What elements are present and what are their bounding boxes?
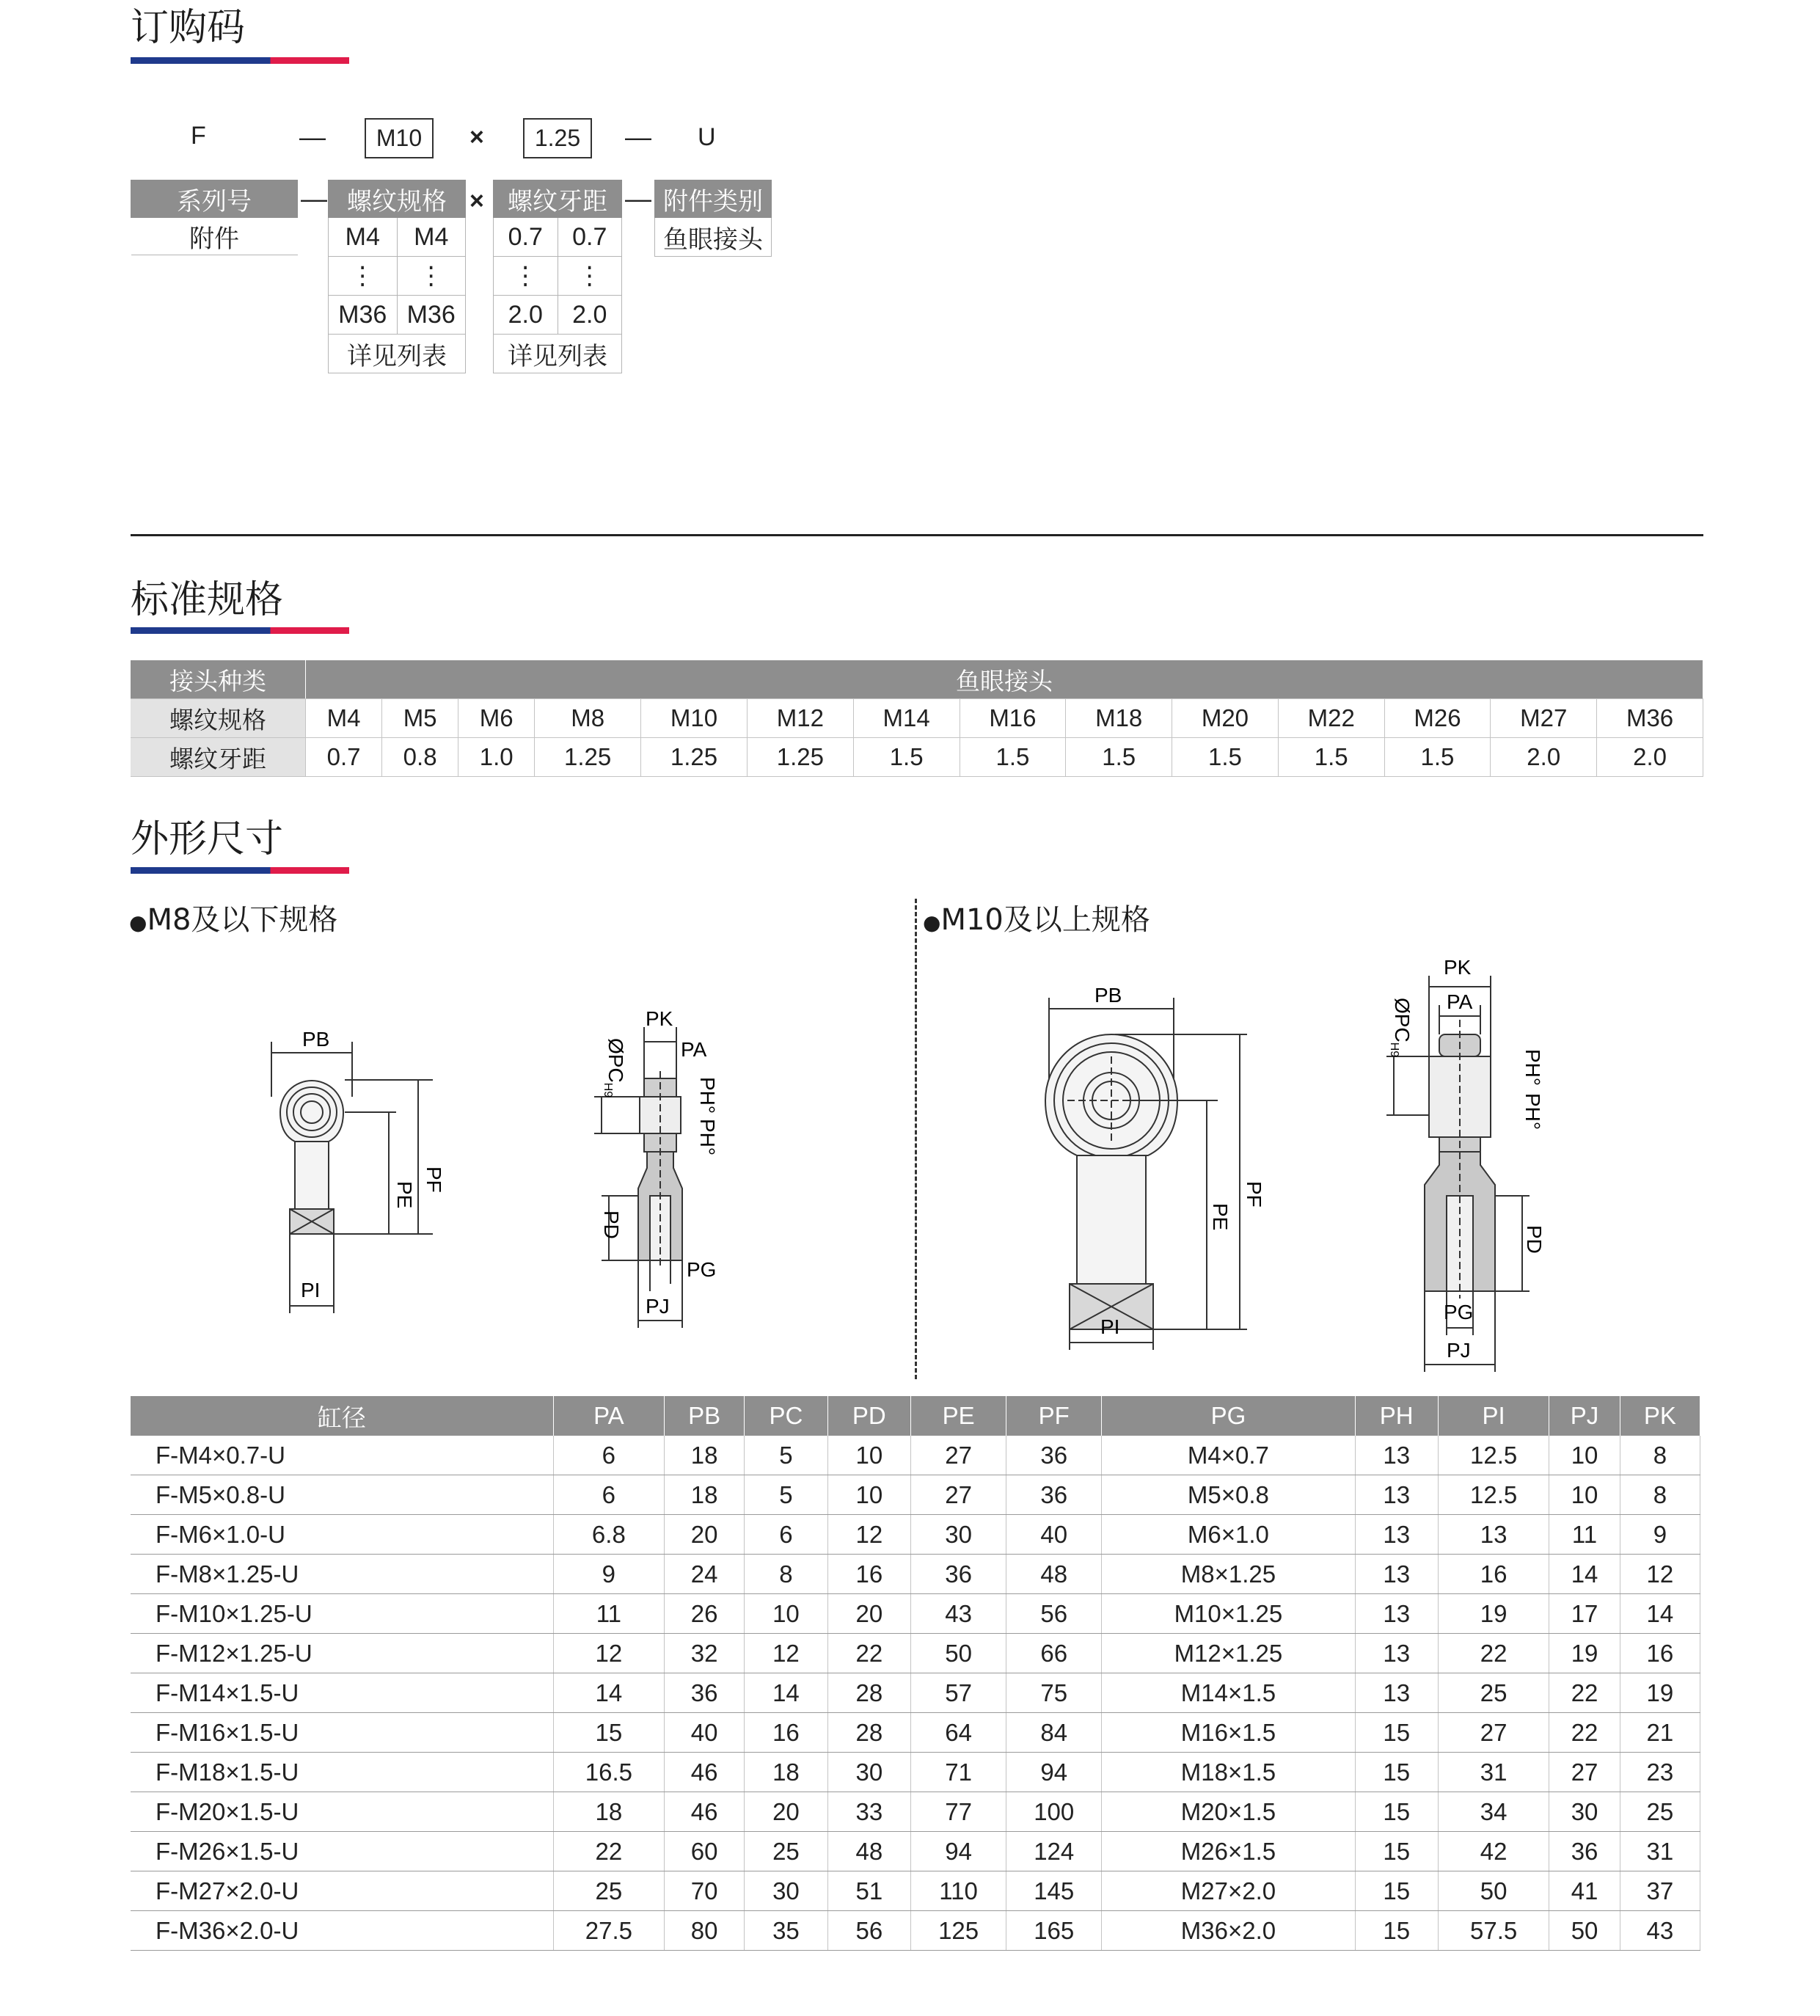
- dim-value-cell: 48: [827, 1832, 910, 1871]
- dim-value-cell: 6: [553, 1436, 664, 1475]
- dim-value-cell: 20: [745, 1792, 827, 1832]
- dim-value-cell: 15: [1355, 1832, 1438, 1871]
- dim-value-cell: M16×1.5: [1102, 1713, 1355, 1753]
- pitch-cell: 2.0: [494, 296, 558, 335]
- dim-value-cell: 15: [1355, 1753, 1438, 1792]
- dim-value-cell: 8: [745, 1555, 827, 1594]
- dim-value-cell: 36: [665, 1673, 745, 1713]
- dim-value-cell: 22: [1549, 1713, 1620, 1753]
- code-pitch-box: 1.25: [523, 118, 592, 158]
- dim-value-cell: 24: [665, 1555, 745, 1594]
- dim-label-PI: PI: [1100, 1315, 1120, 1338]
- code-dash: —: [301, 183, 327, 213]
- dim-value-cell: 34: [1438, 1792, 1549, 1832]
- model-cell: F-M14×1.5-U: [131, 1673, 553, 1713]
- accessory-value: 鱼眼接头: [655, 218, 772, 257]
- model-cell: F-M16×1.5-U: [131, 1713, 553, 1753]
- model-cell: F-M6×1.0-U: [131, 1515, 553, 1555]
- dim-header-cell: PE: [911, 1396, 1006, 1436]
- dim-value-cell: 28: [827, 1713, 910, 1753]
- dim-value-cell: 43: [1620, 1911, 1700, 1951]
- dim-value-cell: 13: [1355, 1634, 1438, 1673]
- model-cell: F-M8×1.25-U: [131, 1555, 553, 1594]
- dim-value-cell: M5×0.8: [1102, 1475, 1355, 1515]
- dim-value-cell: 31: [1438, 1753, 1549, 1792]
- model-cell: F-M10×1.25-U: [131, 1594, 553, 1634]
- dim-value-cell: 31: [1620, 1832, 1700, 1871]
- dim-header-cell: PC: [745, 1396, 827, 1436]
- dim-label-PH: PH°: [1521, 1093, 1544, 1131]
- spec-pitch-cell: 2.0: [1491, 738, 1597, 777]
- dim-value-cell: 26: [665, 1594, 745, 1634]
- dim-value-cell: M36×2.0: [1102, 1911, 1355, 1951]
- table-row: [131, 1515, 1700, 1555]
- pitch-table: [493, 180, 622, 373]
- dim-value-cell: 64: [911, 1713, 1006, 1753]
- dim-value-cell: 10: [827, 1475, 910, 1515]
- pitch-header: 螺纹牙距: [494, 180, 622, 218]
- dim-value-cell: 75: [1006, 1673, 1102, 1713]
- model-cell: F-M27×2.0-U: [131, 1871, 553, 1911]
- table-row: [131, 1634, 1700, 1673]
- dim-value-cell: 16: [827, 1555, 910, 1594]
- rod-end-small-front-drawing: [249, 1012, 445, 1321]
- model-cell: F-M20×1.5-U: [131, 1792, 553, 1832]
- dim-value-cell: 36: [1006, 1475, 1102, 1515]
- table-row: [131, 1911, 1700, 1951]
- dim-label-PC: $ØPC_{H9}$: [602, 1038, 627, 1098]
- dim-header-cell: PG: [1102, 1396, 1355, 1436]
- thread-spec-cell: ⋮: [397, 257, 466, 296]
- dim-value-cell: 33: [827, 1792, 910, 1832]
- code-accessory-letter: U: [698, 123, 716, 151]
- dim-header-cell: PD: [827, 1396, 910, 1436]
- thread-spec-cell: M36: [397, 296, 466, 335]
- dim-label-PJ: PJ: [646, 1295, 670, 1318]
- spec-thread-cell: M36: [1597, 699, 1703, 738]
- spec-pitch-cell: 1.25: [747, 738, 853, 777]
- spec-pitch-cell: 1.25: [535, 738, 641, 777]
- dim-value-cell: 50: [1438, 1871, 1549, 1911]
- dim-value-cell: M14×1.5: [1102, 1673, 1355, 1713]
- dim-value-cell: 11: [553, 1594, 664, 1634]
- table-row: [131, 1475, 1700, 1515]
- dim-value-cell: 25: [1620, 1792, 1700, 1832]
- dim-value-cell: 19: [1549, 1634, 1620, 1673]
- code-times: ×: [469, 187, 484, 215]
- dim-value-cell: 18: [665, 1475, 745, 1515]
- dim-value-cell: 36: [911, 1555, 1006, 1594]
- dim-value-cell: 11: [1549, 1515, 1620, 1555]
- dim-value-cell: 5: [745, 1436, 827, 1475]
- dim-value-cell: 10: [1549, 1436, 1620, 1475]
- section-title-underline: [131, 627, 349, 634]
- model-cell: F-M5×0.8-U: [131, 1475, 553, 1515]
- dim-value-cell: 124: [1006, 1832, 1102, 1871]
- dim-value-cell: 12: [745, 1634, 827, 1673]
- thread-spec-header: 螺纹规格: [329, 180, 466, 218]
- section-divider: [131, 534, 1703, 536]
- standard-spec-table: [131, 660, 1703, 777]
- dim-value-cell: 15: [1355, 1871, 1438, 1911]
- spec-thread-cell: M5: [382, 699, 458, 738]
- dim-value-cell: 12.5: [1438, 1475, 1549, 1515]
- spec-thread-cell: M4: [306, 699, 382, 738]
- dim-value-cell: 27: [1438, 1713, 1549, 1753]
- spec-thread-cell: M6: [458, 699, 535, 738]
- dim-value-cell: 15: [1355, 1792, 1438, 1832]
- spec-pitch-cell: 1.0: [458, 738, 535, 777]
- dim-label-PJ: PJ: [1447, 1339, 1471, 1362]
- table-row: [131, 1555, 1700, 1594]
- dim-value-cell: 60: [665, 1832, 745, 1871]
- dim-value-cell: M27×2.0: [1102, 1871, 1355, 1911]
- dim-value-cell: 10: [745, 1594, 827, 1634]
- dim-value-cell: 12: [1620, 1555, 1700, 1594]
- dim-label-PH: PH°: [696, 1077, 719, 1114]
- dim-label-PF: PF: [1243, 1181, 1265, 1208]
- dim-value-cell: M4×0.7: [1102, 1436, 1355, 1475]
- dim-value-cell: 48: [1006, 1555, 1102, 1594]
- spec-pitch-cell: 1.5: [1066, 738, 1172, 777]
- drawing-label-small-text: M8及以下规格: [147, 903, 338, 937]
- dim-header-cell: PF: [1006, 1396, 1102, 1436]
- dim-value-cell: 71: [911, 1753, 1006, 1792]
- dim-value-cell: 46: [665, 1792, 745, 1832]
- drawing-label-large-text: M10及以上规格: [940, 903, 1150, 937]
- dim-value-cell: 25: [1438, 1673, 1549, 1713]
- dim-value-cell: 14: [553, 1673, 664, 1713]
- dim-value-cell: 12: [827, 1515, 910, 1555]
- spec-joint-type: 鱼眼接头: [306, 660, 1703, 699]
- spec-thread-cell: M22: [1278, 699, 1384, 738]
- spec-row-header: 接头种类: [131, 660, 306, 699]
- dim-value-cell: M12×1.25: [1102, 1634, 1355, 1673]
- dim-value-cell: 16: [745, 1713, 827, 1753]
- dim-value-cell: 46: [665, 1753, 745, 1792]
- dim-value-cell: 18: [553, 1792, 664, 1832]
- code-thread-box: M10: [365, 118, 434, 158]
- dim-value-cell: 13: [1355, 1673, 1438, 1713]
- dim-value-cell: 56: [827, 1911, 910, 1951]
- dim-value-cell: 16: [1620, 1634, 1700, 1673]
- dim-value-cell: 9: [553, 1555, 664, 1594]
- section-title-underline: [131, 57, 349, 64]
- spec-pitch-cell: 1.5: [1172, 738, 1279, 777]
- dim-value-cell: 57.5: [1438, 1911, 1549, 1951]
- dim-value-cell: 10: [1549, 1475, 1620, 1515]
- dim-value-cell: 30: [745, 1871, 827, 1911]
- spec-pitch-cell: 1.5: [1384, 738, 1491, 777]
- dim-value-cell: 20: [827, 1594, 910, 1634]
- dim-value-cell: 165: [1006, 1911, 1102, 1951]
- pitch-cell: ⋮: [558, 257, 622, 296]
- dim-value-cell: 110: [911, 1871, 1006, 1911]
- dim-label-PK: PK: [1444, 956, 1472, 979]
- dim-value-cell: 18: [745, 1753, 827, 1792]
- dim-value-cell: 22: [1549, 1673, 1620, 1713]
- dim-value-cell: 19: [1620, 1673, 1700, 1713]
- dim-value-cell: 43: [911, 1594, 1006, 1634]
- dim-value-cell: 13: [1355, 1436, 1438, 1475]
- dim-value-cell: 8: [1620, 1436, 1700, 1475]
- dim-value-cell: 17: [1549, 1594, 1620, 1634]
- dim-value-cell: 30: [911, 1515, 1006, 1555]
- model-cell: F-M36×2.0-U: [131, 1911, 553, 1951]
- accessory-table: [654, 180, 772, 257]
- dim-value-cell: 50: [911, 1634, 1006, 1673]
- dim-value-cell: 10: [827, 1436, 910, 1475]
- dim-value-cell: 94: [911, 1832, 1006, 1871]
- dim-header-cell: 缸径: [131, 1396, 553, 1436]
- table-row: [131, 1594, 1700, 1634]
- table-row: [131, 1792, 1700, 1832]
- dim-value-cell: 42: [1438, 1832, 1549, 1871]
- dim-value-cell: 36: [1006, 1436, 1102, 1475]
- code-times: ×: [469, 123, 484, 151]
- dim-label-PF: PF: [423, 1166, 445, 1193]
- dim-value-cell: 80: [665, 1911, 745, 1951]
- pitch-cell: 0.7: [494, 218, 558, 257]
- table-row: [131, 1871, 1700, 1911]
- spec-thread-cell: M8: [535, 699, 641, 738]
- rod-end-large-front-drawing: [1027, 976, 1276, 1357]
- thread-spec-cell: M4: [329, 218, 398, 257]
- dim-label-PD: PD: [1523, 1225, 1546, 1254]
- dim-value-cell: 40: [665, 1713, 745, 1753]
- dim-value-cell: 35: [745, 1911, 827, 1951]
- spec-thread-cell: M14: [853, 699, 960, 738]
- model-cell: F-M12×1.25-U: [131, 1634, 553, 1673]
- dim-value-cell: 25: [553, 1871, 664, 1911]
- dim-value-cell: 22: [1438, 1634, 1549, 1673]
- dim-value-cell: 18: [665, 1436, 745, 1475]
- dim-value-cell: 32: [665, 1634, 745, 1673]
- spec-thread-cell: M20: [1172, 699, 1279, 738]
- dim-value-cell: 5: [745, 1475, 827, 1515]
- dim-value-cell: 13: [1355, 1555, 1438, 1594]
- spec-pitch-cell: 0.7: [306, 738, 382, 777]
- dim-label-PE: PE: [393, 1181, 416, 1209]
- dim-value-cell: 27: [911, 1475, 1006, 1515]
- dim-value-cell: 14: [1549, 1555, 1620, 1594]
- dim-value-cell: 125: [911, 1911, 1006, 1951]
- dim-label-PA: PA: [1447, 990, 1473, 1013]
- dim-value-cell: 50: [1549, 1911, 1620, 1951]
- dim-value-cell: M26×1.5: [1102, 1832, 1355, 1871]
- table-row: [131, 1436, 1700, 1475]
- dim-value-cell: 12: [553, 1634, 664, 1673]
- dim-value-cell: 19: [1438, 1594, 1549, 1634]
- dim-value-cell: 13: [1355, 1475, 1438, 1515]
- series-value: 附件: [131, 218, 298, 255]
- dim-value-cell: 145: [1006, 1871, 1102, 1911]
- code-dash: —: [625, 122, 651, 152]
- dim-value-cell: 9: [1620, 1515, 1700, 1555]
- spec-pitch-cell: 1.5: [853, 738, 960, 777]
- dim-label-PB: PB: [1094, 984, 1122, 1007]
- model-cell: F-M4×0.7-U: [131, 1436, 553, 1475]
- dim-value-cell: 77: [911, 1792, 1006, 1832]
- dim-value-cell: 30: [827, 1753, 910, 1792]
- dim-label-PH: PH°: [1521, 1049, 1544, 1086]
- dim-label-PK: PK: [646, 1007, 673, 1030]
- model-cell: F-M18×1.5-U: [131, 1753, 553, 1792]
- dim-header-cell: PK: [1620, 1396, 1700, 1436]
- code-dash: —: [625, 183, 651, 213]
- drawing-label-small: [129, 896, 337, 938]
- thread-spec-cell: M4: [397, 218, 466, 257]
- table-row: [131, 1753, 1700, 1792]
- dim-header-cell: PI: [1438, 1396, 1549, 1436]
- thread-spec-table: [328, 180, 466, 373]
- dim-value-cell: 20: [665, 1515, 745, 1555]
- section-title-order-code: 订购码: [131, 6, 246, 50]
- thread-spec-cell: M36: [329, 296, 398, 335]
- dim-value-cell: 16: [1438, 1555, 1549, 1594]
- dim-label-PC: $ØPC_{H9}$: [1388, 998, 1414, 1058]
- dim-value-cell: 28: [827, 1673, 910, 1713]
- spec-thread-cell: M18: [1066, 699, 1172, 738]
- table-row: [131, 1713, 1700, 1753]
- dim-label-PD: PD: [600, 1210, 623, 1239]
- dim-header-cell: PB: [665, 1396, 745, 1436]
- dim-value-cell: 70: [665, 1871, 745, 1911]
- dim-header-cell: PJ: [1549, 1396, 1620, 1436]
- dim-value-cell: 57: [911, 1673, 1006, 1713]
- dim-value-cell: 100: [1006, 1792, 1102, 1832]
- dim-label-PG: PG: [1444, 1301, 1474, 1323]
- dim-value-cell: 13: [1355, 1594, 1438, 1634]
- dim-label-PG: PG: [687, 1258, 717, 1281]
- spec-row-header: 螺纹规格: [131, 699, 306, 738]
- dim-label-PB: PB: [302, 1028, 330, 1051]
- dim-value-cell: 21: [1620, 1713, 1700, 1753]
- spec-pitch-cell: 1.5: [1278, 738, 1384, 777]
- dim-header-cell: PA: [553, 1396, 664, 1436]
- dim-value-cell: 27.5: [553, 1911, 664, 1951]
- thread-spec-note: 详见列表: [329, 335, 466, 373]
- rod-end-small-side-drawing: [587, 998, 741, 1335]
- dim-value-cell: 36: [1549, 1832, 1620, 1871]
- section-title-dimensions: 外形尺寸: [131, 817, 284, 861]
- code-series-letter: F: [191, 122, 206, 150]
- dim-value-cell: 6: [553, 1475, 664, 1515]
- series-header: 系列号: [131, 180, 298, 218]
- model-cell: F-M26×1.5-U: [131, 1832, 553, 1871]
- dim-label-PI: PI: [301, 1279, 321, 1301]
- spec-thread-cell: M27: [1491, 699, 1597, 738]
- spec-pitch-cell: 1.25: [641, 738, 748, 777]
- dim-value-cell: 13: [1355, 1515, 1438, 1555]
- table-row: [131, 1832, 1700, 1871]
- spec-thread-cell: M10: [641, 699, 748, 738]
- spec-row-header: 螺纹牙距: [131, 738, 306, 777]
- dim-label-PE: PE: [1209, 1203, 1232, 1231]
- dim-value-cell: 25: [745, 1832, 827, 1871]
- spec-pitch-cell: 1.5: [960, 738, 1066, 777]
- rod-end-large-side-drawing: [1379, 946, 1585, 1379]
- dim-value-cell: M18×1.5: [1102, 1753, 1355, 1792]
- section-title-standard-spec: 标准规格: [131, 578, 284, 622]
- dim-value-cell: 8: [1620, 1475, 1700, 1515]
- drawing-label-large: [923, 896, 1150, 938]
- pitch-cell: ⋮: [494, 257, 558, 296]
- dim-value-cell: 30: [1549, 1792, 1620, 1832]
- dim-value-cell: 16.5: [553, 1753, 664, 1792]
- spec-pitch-cell: 2.0: [1597, 738, 1703, 777]
- dim-label-PH: PH°: [696, 1119, 719, 1156]
- dim-value-cell: 41: [1549, 1871, 1620, 1911]
- dim-value-cell: 22: [553, 1832, 664, 1871]
- dim-value-cell: 22: [827, 1634, 910, 1673]
- dim-value-cell: 56: [1006, 1594, 1102, 1634]
- dim-value-cell: 37: [1620, 1871, 1700, 1911]
- table-row: [131, 1673, 1700, 1713]
- section-title-underline: [131, 867, 349, 874]
- bullet-icon: ●: [923, 910, 941, 935]
- bullet-icon: ●: [129, 910, 147, 935]
- dim-value-cell: 84: [1006, 1713, 1102, 1753]
- dim-value-cell: 15: [1355, 1713, 1438, 1753]
- pitch-cell: 0.7: [558, 218, 622, 257]
- spec-thread-cell: M16: [960, 699, 1066, 738]
- dim-value-cell: 14: [1620, 1594, 1700, 1634]
- dim-value-cell: 15: [553, 1713, 664, 1753]
- code-dash: —: [299, 122, 326, 152]
- dim-value-cell: 51: [827, 1871, 910, 1911]
- dim-value-cell: 6.8: [553, 1515, 664, 1555]
- dim-label-PA: PA: [681, 1038, 707, 1061]
- dimension-table: [131, 1396, 1700, 1951]
- dim-value-cell: M6×1.0: [1102, 1515, 1355, 1555]
- dim-value-cell: 23: [1620, 1753, 1700, 1792]
- drawing-separator: [915, 899, 917, 1379]
- dim-value-cell: 27: [911, 1436, 1006, 1475]
- dim-value-cell: M20×1.5: [1102, 1792, 1355, 1832]
- dim-value-cell: 13: [1438, 1515, 1549, 1555]
- dim-value-cell: 6: [745, 1515, 827, 1555]
- dim-value-cell: 27: [1549, 1753, 1620, 1792]
- spec-thread-cell: M26: [1384, 699, 1491, 738]
- spec-thread-cell: M12: [747, 699, 853, 738]
- dim-value-cell: 15: [1355, 1911, 1438, 1951]
- dim-value-cell: 94: [1006, 1753, 1102, 1792]
- dim-value-cell: 14: [745, 1673, 827, 1713]
- dim-value-cell: M8×1.25: [1102, 1555, 1355, 1594]
- dim-header-cell: PH: [1355, 1396, 1438, 1436]
- dim-value-cell: 12.5: [1438, 1436, 1549, 1475]
- spec-pitch-cell: 0.8: [382, 738, 458, 777]
- accessory-header: 附件类别: [655, 180, 772, 218]
- dim-value-cell: M10×1.25: [1102, 1594, 1355, 1634]
- pitch-note: 详见列表: [494, 335, 622, 373]
- series-table: [131, 180, 298, 255]
- dim-value-cell: 40: [1006, 1515, 1102, 1555]
- pitch-cell: 2.0: [558, 296, 622, 335]
- thread-spec-cell: ⋮: [329, 257, 398, 296]
- dim-value-cell: 66: [1006, 1634, 1102, 1673]
